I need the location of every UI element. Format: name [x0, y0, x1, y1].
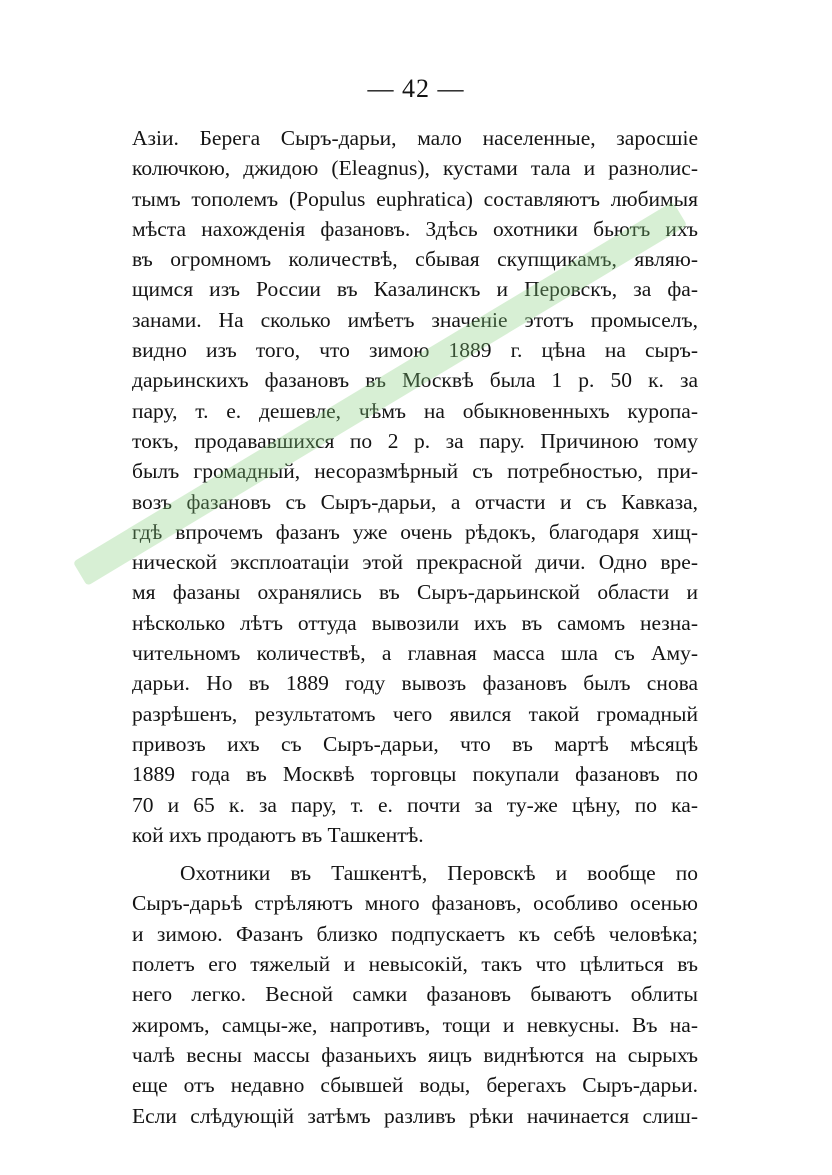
paragraph-1 — [132, 123, 698, 850]
text-line: въ огромномъ количествѣ, сбывая скупщикамъ, являю- — [132, 247, 698, 272]
text-line: кой ихъ продаютъ въ Ташкентѣ. — [132, 822, 424, 847]
text-line: тымъ тополемъ (Populus euphratica) составляютъ любимыя — [132, 186, 698, 211]
text-line: токъ, продававшихся по 2 р. за пару. Причиною тому — [132, 428, 698, 453]
text-line: занами. На сколько имѣетъ значеніе этотъ промыселъ, — [132, 307, 698, 332]
text-line: Охотники въ Ташкентѣ, Перовскѣ и вообще по — [180, 861, 698, 886]
text-line: дарьинскихъ фазановъ въ Москвѣ была 1 р. 50 к. за — [132, 368, 698, 393]
text-line: Азіи. Берега Сыръ-дарьи, мало населенные, заросшіе — [132, 126, 698, 150]
text-line: щимся изъ России въ Казалинскъ и Перовскъ, за фа- — [132, 277, 698, 302]
text-line: 70 и 65 к. за пару, т. е. почти за ту-же цѣну, по ка- — [132, 792, 698, 817]
paragraph-2 — [132, 858, 698, 1131]
text-line: былъ громадный, несоразмѣрный съ потребностью, при- — [132, 459, 698, 484]
text-line: чалѣ весны массы фазаньихъ яицъ виднѣются на сырыхъ — [132, 1042, 698, 1067]
text-line: Если слѣдующій затѣмъ разливъ рѣки начинается слиш- — [132, 1103, 698, 1128]
text-line: нической эксплоатаціи этой прекрасной дичи. Одно вре- — [132, 550, 698, 575]
text-line: 1889 года въ Москвѣ торговцы покупали фазановъ по — [132, 762, 698, 787]
text-line: колючкою, джидою (Eleagnus), кустами тала и разнолис- — [132, 156, 698, 181]
text-line: и зимою. Фазанъ близко подпускаетъ къ себѣ человѣка; — [132, 921, 698, 946]
text-line: разрѣшенъ, результатомъ чего явился такой громадный — [132, 701, 698, 726]
text-line: привозъ ихъ съ Сыръ-дарьи, что въ мартѣ мѣсяцѣ — [132, 731, 698, 756]
text-line: мя фазаны охранялись въ Сыръ-дарьинской области и — [132, 580, 698, 605]
text-line: Сыръ-дарьѣ стрѣляютъ много фазановъ, особливо осенью — [132, 891, 698, 916]
text-line: жиромъ, самцы-же, напротивъ, тощи и невкусны. Въ на- — [132, 1012, 698, 1037]
text-line: видно изъ того, что зимою 1889 г. цѣна на сыръ- — [132, 338, 698, 363]
text-line: дарьи. Но въ 1889 году вывозъ фазановъ былъ снова — [132, 671, 698, 696]
text-line: нѣсколько лѣтъ оттуда вывозили ихъ въ самомъ незна- — [132, 610, 698, 635]
text-line: еще отъ недавно сбывшей воды, берегахъ Сыръ-дарьи. — [132, 1073, 698, 1098]
page-number: — 42 — — [367, 74, 465, 103]
text-line: него легко. Весной самки фазановъ бываютъ облиты — [132, 982, 698, 1007]
text-line: пару, т. е. дешевле, чѣмъ на обыкновенныхъ куропа- — [132, 398, 698, 423]
paragraph-gap — [132, 850, 698, 858]
text-line: мѣста нахожденія фазановъ. Здѣсь охотники бьютъ ихъ — [132, 216, 698, 241]
text-line: гдѣ впрочемъ фазанъ уже очень рѣдокъ, благодаря хищ- — [132, 519, 698, 544]
body-text — [132, 123, 698, 1131]
text-line: полетъ его тяжелый и невысокій, такъ что цѣлиться въ — [132, 952, 698, 977]
text-line: чительномъ количествѣ, а главная масса шла съ Аму- — [132, 641, 698, 666]
text-line: возъ фазановъ съ Сыръ-дарьи, а отчасти и съ Кавказа, — [132, 489, 698, 514]
